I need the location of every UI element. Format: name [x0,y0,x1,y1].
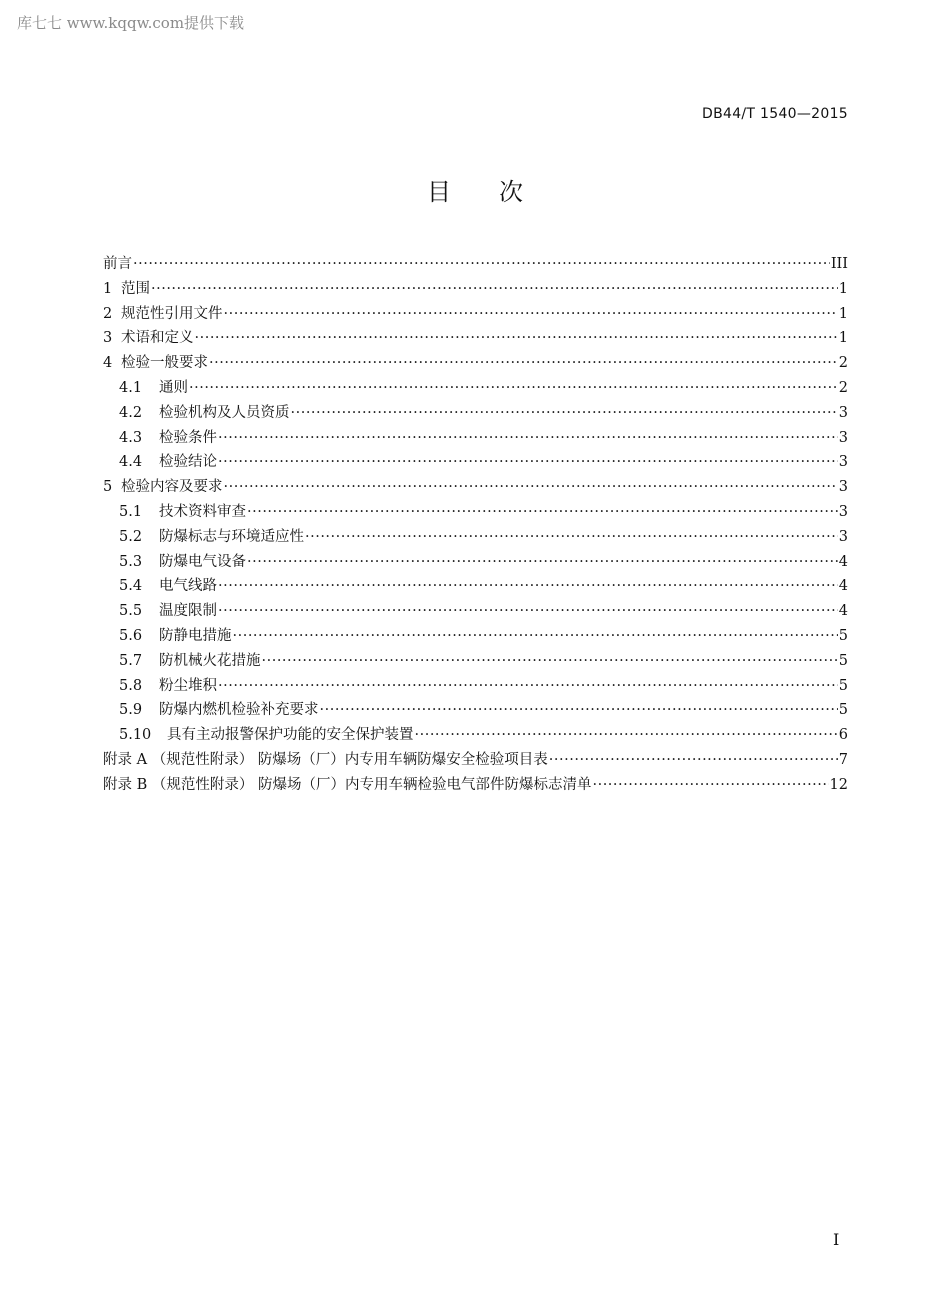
toc-entry-page: 3 [838,429,848,446]
toc-dot-leader [592,773,828,798]
toc-entry-label: 规范性引用文件 [121,305,223,322]
toc-dot-leader [233,624,838,649]
toc-entry[interactable] [103,649,848,674]
toc-entry-number: 5.8 [119,677,143,694]
toc-entry-page: 5 [838,627,848,644]
toc-entry-page: 4 [838,578,848,595]
toc-entry-label: 附录 A （规范性附录） 防爆场（厂）内专用车辆防爆安全检验项目表 [103,751,548,768]
toc-entry-number: 3 [103,330,113,347]
toc-entry-page: 3 [838,404,848,421]
toc-entry-label: 防爆内燃机检验补充要求 [159,702,319,719]
toc-entry-number: 4.3 [119,429,143,446]
toc-dot-leader [262,649,838,674]
toc-entry-label: 通则 [159,379,188,396]
toc-entry-page: 7 [838,751,848,768]
toc-entry-number: 4.1 [119,379,143,396]
toc-entry-number: 5.9 [119,702,143,719]
toc-dot-leader [218,450,838,475]
toc-entry-label: 温度限制 [159,603,217,620]
toc-entry[interactable] [103,748,848,773]
toc-entry-label: 电气线路 [159,578,217,595]
watermark-text: 库七七 www.kqqw.com提供下载 [17,14,245,32]
toc-entry-number: 4 [103,355,113,372]
toc-entry-page: 1 [838,305,848,322]
toc-entry[interactable] [103,599,848,624]
toc-entry[interactable] [103,475,848,500]
toc-entry-label: 范围 [121,280,150,297]
toc-entry-number: 5 [103,479,113,496]
toc-entry-number: 4.4 [119,454,143,471]
toc-dot-leader [218,599,838,624]
page-title: 目次 [427,178,571,206]
toc-dot-leader [549,748,838,773]
toc-dot-leader [224,302,838,327]
toc-entry-number: 2 [103,305,113,322]
document-code: DB44/T 1540—2015 [702,106,848,122]
toc-entry-label: 附录 B （规范性附录） 防爆场（厂）内专用车辆检验电气部件防爆标志清单 [103,776,592,793]
toc-dot-leader [218,426,838,451]
toc-entry-page: III [830,256,848,272]
toc-entry-number: 5.2 [119,528,143,545]
toc-entry-page: 1 [838,280,848,297]
toc-entry-label: 粉尘堆积 [159,677,217,694]
toc-dot-leader [247,550,838,575]
toc-entry-label: 防爆标志与环境适应性 [159,528,304,545]
toc-entry-label: 防爆电气设备 [159,553,246,570]
toc-entry[interactable] [103,773,848,798]
toc-entry-label: 检验内容及要求 [121,479,223,496]
toc-entry[interactable] [103,277,848,302]
toc-entry-page: 12 [829,776,848,793]
toc-entry[interactable] [103,550,848,575]
toc-entry-page: 4 [838,603,848,620]
toc-entry-label: 检验结论 [159,454,217,471]
toc-dot-leader [195,326,838,351]
toc-dot-leader [224,475,838,500]
toc-entry[interactable] [103,574,848,599]
toc-entry-label: 前言 [103,256,132,272]
toc-dot-leader [291,401,838,426]
toc-entry-label: 检验条件 [159,429,217,446]
toc-entry-number: 1 [103,280,113,297]
toc-entry-page: 3 [838,503,848,520]
toc-entry-number: 5.1 [119,503,143,520]
toc-entry-page: 1 [838,330,848,347]
toc-entry-number: 5.10 [119,727,152,744]
toc-dot-leader [415,723,838,748]
toc-dot-leader [218,574,838,599]
toc-entry-label: 术语和定义 [121,330,194,347]
toc-entry[interactable] [103,624,848,649]
toc-entry[interactable] [103,500,848,525]
toc-entry-page: 5 [838,702,848,719]
toc-entry[interactable] [103,450,848,475]
toc-entry-number: 5.6 [119,627,143,644]
toc-entry-number: 5.5 [119,603,143,620]
toc-entry-label: 防机械火花措施 [159,652,261,669]
toc-dot-leader [209,351,838,376]
toc-entry[interactable] [103,302,848,327]
toc-entry-page: 5 [838,677,848,694]
toc-entry[interactable] [103,401,848,426]
toc-entry-page: 3 [838,479,848,496]
toc-entry-page: 2 [838,379,848,396]
toc-entry-page: 5 [838,652,848,669]
toc-entry[interactable] [103,698,848,723]
toc-entry-page: 3 [838,454,848,471]
toc-entry[interactable] [103,525,848,550]
toc-dot-leader [320,698,838,723]
toc-entry[interactable] [103,376,848,401]
page-number: I [833,1230,840,1249]
toc-entry-label: 防静电措施 [159,627,232,644]
toc-entry-label: 技术资料审查 [159,503,246,520]
toc-entry-label: 检验机构及人员资质 [159,404,290,421]
toc-dot-leader [218,674,838,699]
toc-entry-number: 4.2 [119,404,143,421]
toc-entry-label: 具有主动报警保护功能的安全保护装置 [167,727,414,744]
table-of-contents [103,252,848,798]
toc-entry[interactable] [103,252,848,277]
toc-entry-page: 3 [838,528,848,545]
toc-entry-label: 检验一般要求 [121,355,208,372]
toc-dot-leader [133,252,830,277]
toc-entry[interactable] [103,674,848,699]
toc-entry-number: 5.7 [119,652,143,669]
toc-dot-leader [247,500,838,525]
toc-entry[interactable] [103,351,848,376]
toc-entry-number: 5.4 [119,578,143,595]
toc-entry-page: 2 [838,355,848,372]
toc-entry-number: 5.3 [119,553,143,570]
toc-entry-page: 4 [838,553,848,570]
toc-dot-leader [305,525,838,550]
toc-entry[interactable] [103,326,848,351]
toc-entry-page: 6 [838,727,848,744]
toc-entry[interactable] [103,426,848,451]
toc-dot-leader [151,277,838,302]
toc-dot-leader [189,376,838,401]
toc-entry[interactable] [103,723,848,748]
